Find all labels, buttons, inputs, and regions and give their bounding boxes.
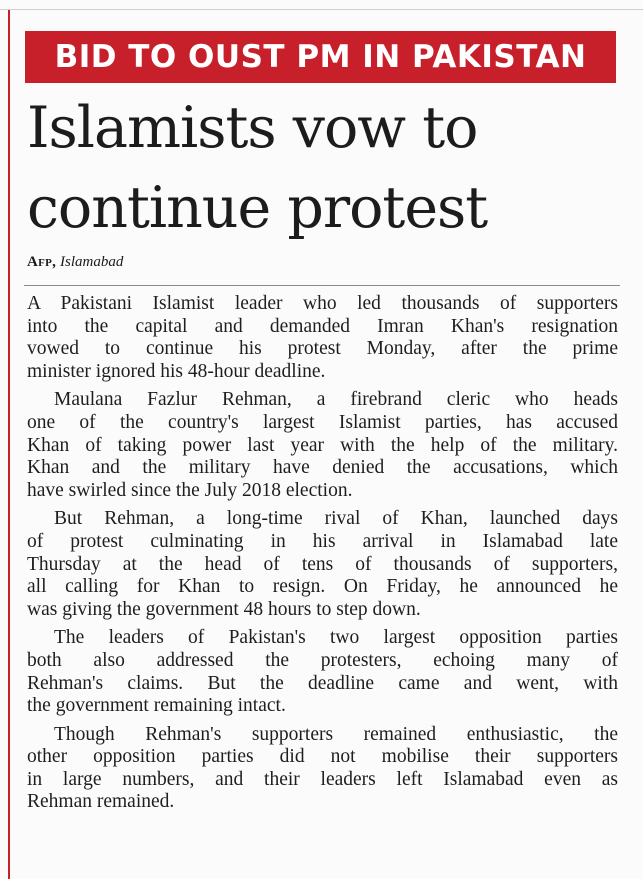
text-line: one of the country's largest Islamist parties, has accused [27, 411, 618, 433]
text-line: Khan and the military have denied the accusations, which [27, 457, 618, 479]
headline-line-2: continue protest [27, 175, 488, 241]
text-line: of protest culminating in his arrival in Islamabad late [27, 530, 618, 552]
text-line: Khan of taking power last year with the help of the military. [27, 434, 618, 456]
headline [27, 88, 627, 248]
text-line: But Rehman, a long-time rival of Khan, launched days [54, 508, 618, 530]
text-line: Thursday at the head of tens of thousands of supporters, [27, 553, 618, 575]
byline [27, 254, 123, 271]
text-line: was giving the government 48 hours to step down. [27, 598, 421, 620]
text-line: Though Rehman's supporters remained enthusiastic, the [54, 723, 618, 745]
text-line: both also addressed the protesters, echoing many of [27, 649, 618, 671]
byline-agency: Afp, [27, 254, 57, 270]
text-line: the government remaining intact. [27, 695, 286, 717]
text-line: Maulana Fazlur Rehman, a firebrand cleric who heads [54, 389, 618, 411]
text-line: The leaders of Pakistan's two largest opposition parties [54, 627, 618, 649]
paragraph-4 [27, 627, 618, 717]
text-line: minister ignored his 48-hour deadline. [27, 360, 326, 382]
text-line: vowed to continue his protest Monday, after the prime [27, 338, 618, 360]
text-line: have swirled since the July 2018 election. [27, 479, 353, 501]
headline-line-1: Islamists vow to [27, 95, 478, 161]
paragraph-3 [27, 508, 618, 621]
byline-location: Islamabad [59, 254, 124, 270]
text-line: Rehman remained. [27, 791, 175, 813]
text-line: other opposition parties did not mobilise their supporters [27, 746, 618, 768]
left-accent-rule [8, 10, 10, 879]
text-line: all calling for Khan to resign. On Friday, he announced he [27, 576, 618, 598]
text-line: in large numbers, and their leaders left Islamabad even as [27, 768, 618, 790]
text-line: Rehman's claims. But the deadline came and went, with [27, 672, 618, 694]
text-line: into the capital and demanded Imran Khan's resignation [27, 315, 618, 337]
article-body [27, 293, 618, 820]
paragraph-5 [27, 724, 618, 814]
paragraph-1 [27, 293, 618, 383]
text-line: A Pakistani Islamist leader who led thousands of supporters [27, 293, 618, 314]
top-border-rule [0, 0, 643, 10]
paragraph-2 [27, 389, 618, 502]
byline-divider [24, 285, 620, 286]
kicker-banner: BID TO OUST PM IN PAKISTAN [25, 31, 616, 83]
